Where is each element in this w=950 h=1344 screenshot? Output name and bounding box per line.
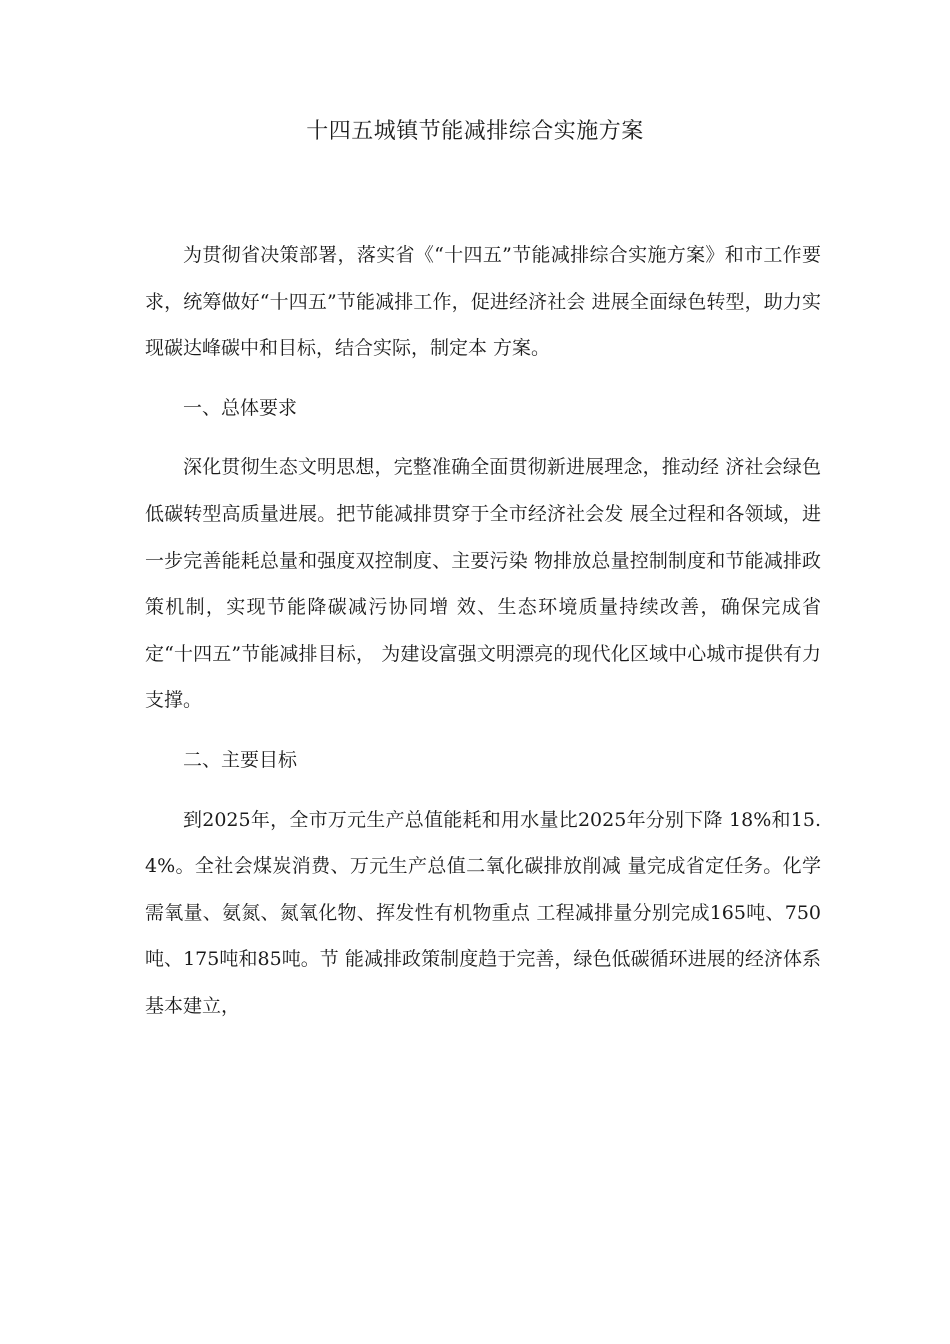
general-requirements-paragraph: 深化贯彻生态文明思想，完整准确全面贯彻新进展理念，推动经 济社会绿色低碳转型高质量进展。把节能减排贯穿于全市经济社会发 展全过程和各领域，进一步完善能耗总量和强度双控制度、主要污染 物排放总量控制制度和节能减排政策机制，实现节能降碳减污协同增 效、生态环境质量持续改善，确保完成省定“十四五”节能减排目标， 为建设富强文明漂亮的现代化区域中心城市提供有力支撑。: [145, 456, 821, 712]
document-body: [145, 232, 821, 1030]
document-title: 十四五城镇节能减排综合实施方案: [306, 119, 644, 144]
main-targets-paragraph: 到2025年，全市万元生产总值能耗和用水量比2025年分别下降 18%和15.4%。全社会煤炭消费、万元生产总值二氧化碳排放削减 量完成省定任务。化学需氧量、氨氮、氮氧化物、挥发性有机物重点 工程减排量分别完成165吨、750吨、175吨和85吨。节 能减排政策制度趋于完善，绿色低碳循环进展的经济体系基本建立，: [145, 808, 821, 1017]
section-heading-main-targets: 二、主要目标: [183, 748, 298, 771]
intro-paragraph: 为贯彻省决策部署，落实省《“十四五”节能减排综合实施方案》和市工作要求，统筹做好“十四五”节能减排工作，促进经济社会 进展全面绿色转型，助力实现碳达峰碳中和目标，结合实际，制定本 方案。: [145, 244, 821, 360]
section-heading-general-requirements: 一、总体要求: [183, 396, 298, 419]
